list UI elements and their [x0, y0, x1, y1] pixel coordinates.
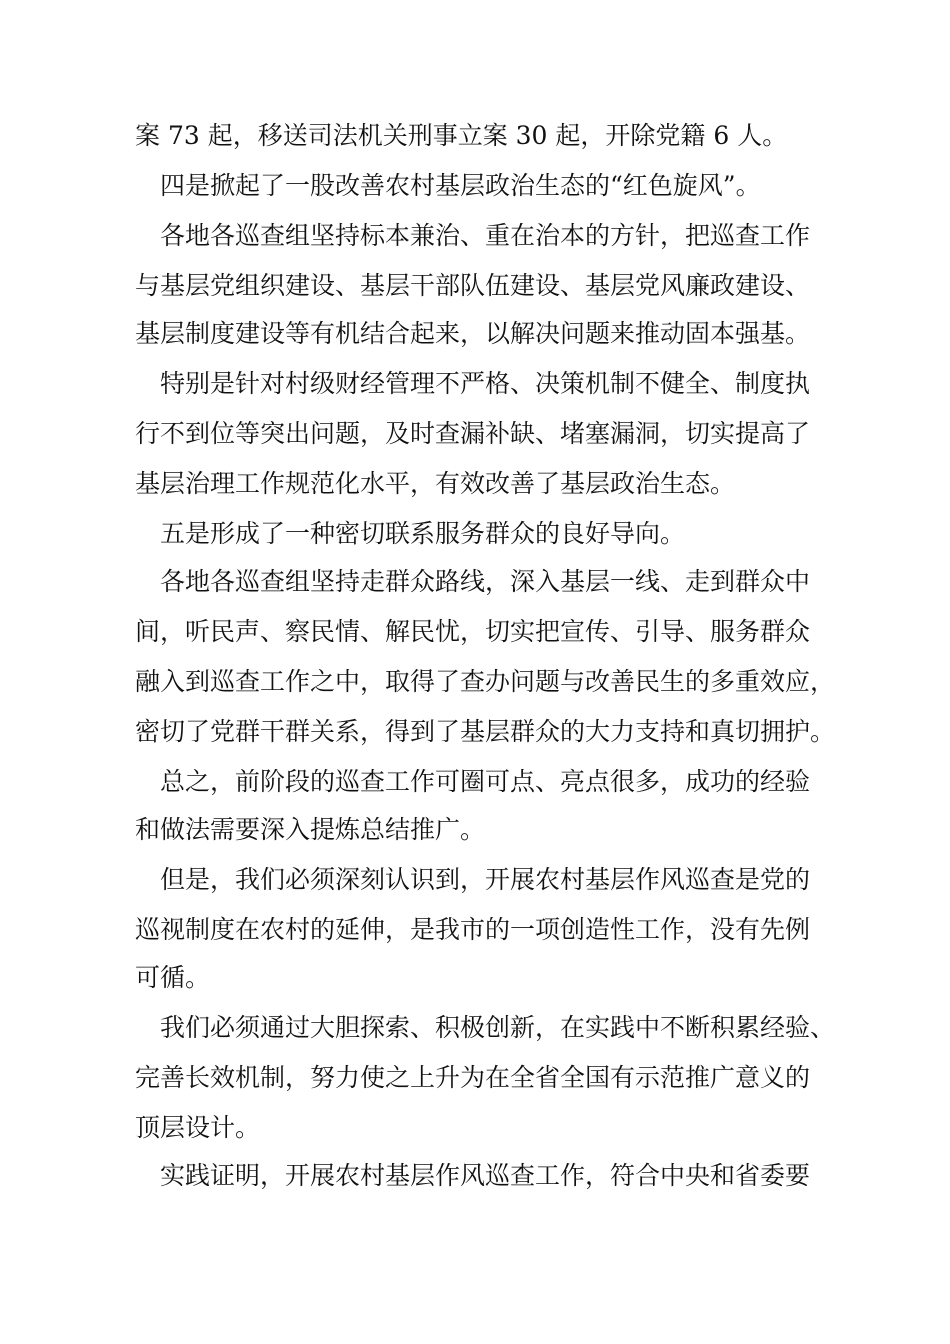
- text-line: 各地各巡查组坚持标本兼治、重在治本的方针，把巡查工作: [160, 221, 811, 250]
- text-line: 间，听民声、察民情、解民忧，切实把宣传、引导、服务群众: [135, 617, 811, 646]
- text-line: 实践证明，开展农村基层作风巡查工作，符合中央和省委要: [160, 1161, 811, 1190]
- text-line: 基层治理工作规范化水平，有效改善了基层政治生态。: [135, 469, 736, 498]
- text-line: 可循。: [135, 963, 211, 992]
- text-line: 特别是针对村级财经管理不严格、决策机制不健全、制度执: [160, 369, 811, 398]
- text-line: 密切了党群干群关系，得到了基层群众的大力支持和真切拥护。: [135, 717, 836, 746]
- section-heading: 五是形成了一种密切联系服务群众的良好导向。: [160, 519, 686, 548]
- text-line: 融入到巡查工作之中，取得了查办问题与改善民生的多重效应，: [135, 667, 836, 696]
- text-line: 案 73 起，移送司法机关刑事立案 30 起，开除党籍 6 人。: [135, 121, 788, 150]
- text-line: 和做法需要深入提炼总结推广。: [135, 815, 486, 844]
- text-line: 与基层党组织建设、基层干部队伍建设、基层党风廉政建设、: [135, 271, 811, 300]
- text-line: 总之，前阶段的巡查工作可圈可点、亮点很多，成功的经验: [160, 767, 811, 796]
- text-line: 顶层设计。: [135, 1113, 261, 1142]
- text-line: 基层制度建设等有机结合起来，以解决问题来推动固本强基。: [135, 319, 811, 348]
- text-line: 各地各巡查组坚持走群众路线，深入基层一线、走到群众中: [160, 567, 811, 596]
- text-line: 但是，我们必须深刻认识到，开展农村基层作风巡查是党的: [160, 865, 811, 894]
- text-line: 行不到位等突出问题，及时查漏补缺、堵塞漏洞，切实提高了: [135, 419, 811, 448]
- text-line: 完善长效机制，努力使之上升为在全省全国有示范推广意义的: [135, 1063, 811, 1092]
- section-heading: 四是掀起了一股改善农村基层政治生态的“红色旋风”。: [160, 171, 761, 200]
- text-line: 我们必须通过大胆探索、积极创新，在实践中不断积累经验、: [160, 1013, 836, 1042]
- text-line: 巡视制度在农村的延伸，是我市的一项创造性工作，没有先例: [135, 915, 811, 944]
